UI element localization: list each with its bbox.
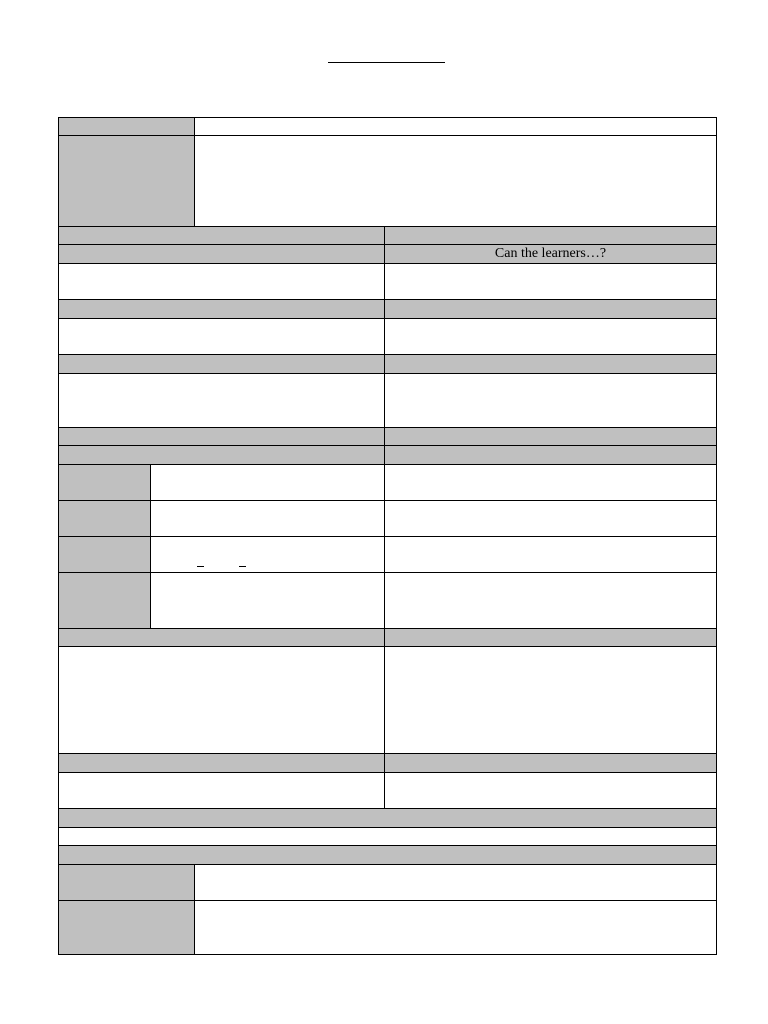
- row-middle-b: [150, 500, 385, 537]
- row-middle-d: [150, 572, 385, 629]
- section-header-left-3: [58, 354, 385, 374]
- subheader-right-4: [384, 445, 717, 465]
- row-label-a: [58, 464, 151, 501]
- info-value-cell-1: [194, 117, 717, 136]
- fullwidth-header-1: [58, 808, 717, 828]
- section-header-right-4: [384, 427, 717, 446]
- section-header-left-2: [58, 299, 385, 319]
- fullwidth-content-1: [58, 827, 717, 846]
- content-right-3: [384, 373, 717, 428]
- blank-mark-1: [197, 566, 204, 567]
- row-right-a: [384, 464, 717, 501]
- row-label-b: [58, 500, 151, 537]
- content-left-2: [58, 318, 385, 355]
- subheader-left-1: [58, 244, 385, 264]
- section-header-left-5: [58, 628, 385, 647]
- section-header-right-5: [384, 628, 717, 647]
- row-right-b: [384, 500, 717, 537]
- section-header-right-1: [384, 226, 717, 245]
- section-header-right-6: [384, 753, 717, 773]
- info-value-cell-2: [194, 135, 717, 227]
- content-right-6: [384, 772, 717, 809]
- row-right-c: [384, 536, 717, 573]
- info-label-cell-2: [58, 135, 195, 227]
- objectives-header-prompt: Can the learners…?: [494, 246, 607, 261]
- content-right-2: [384, 318, 717, 355]
- bottom-label-cell-1: [58, 864, 195, 901]
- row-label-d: [58, 572, 151, 629]
- section-header-right-2: [384, 299, 717, 319]
- title-underline: [328, 62, 445, 63]
- content-left-3: [58, 373, 385, 428]
- blank-mark-2: [239, 566, 246, 567]
- bottom-value-cell-2: [194, 900, 717, 955]
- content-left-6: [58, 772, 385, 809]
- row-right-d: [384, 572, 717, 629]
- info-label-cell-1: [58, 117, 195, 136]
- section-header-left-6: [58, 753, 385, 773]
- section-header-right-3: [384, 354, 717, 374]
- content-left-5: [58, 646, 385, 754]
- subheader-left-4: [58, 445, 385, 465]
- content-right-1: [384, 263, 717, 300]
- content-right-5: [384, 646, 717, 754]
- row-label-c: [58, 536, 151, 573]
- content-left-1: [58, 263, 385, 300]
- row-middle-c: [150, 536, 385, 573]
- row-middle-a: [150, 464, 385, 501]
- section-header-left-1: [58, 226, 385, 245]
- fullwidth-header-2: [58, 845, 717, 865]
- section-header-left-4: [58, 427, 385, 446]
- bottom-value-cell-1: [194, 864, 717, 901]
- bottom-label-cell-2: [58, 900, 195, 955]
- objectives-header-cell: [384, 244, 717, 264]
